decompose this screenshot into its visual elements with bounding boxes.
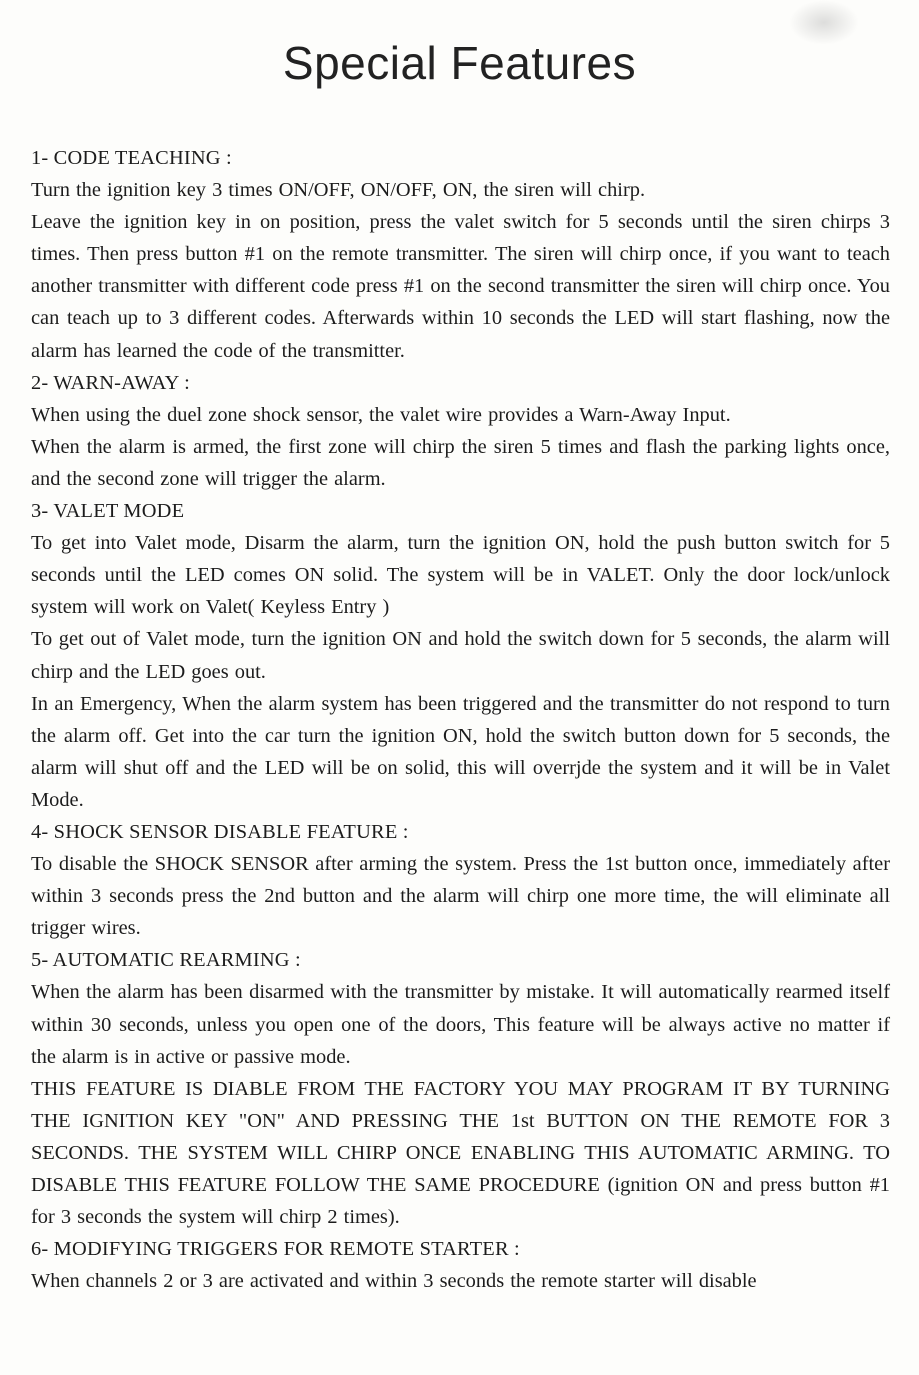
section-heading: 4- SHOCK SENSOR DISABLE FEATURE : (31, 820, 409, 843)
paragraph: When using the duel zone shock sensor, the valet wire provides a Warn-Away Input. (31, 403, 731, 426)
page-title: Special Features (282, 37, 637, 89)
paragraph: To get into Valet mode, Disarm the alarm, turn the ignition ON, hold the push button switch for 5 seconds until the LED comes ON solid. The system will be in VALET. Only the door lock/unlock system will work on Valet( Keyless Entry ) (31, 532, 890, 619)
section-modifying-triggers (31, 1233, 890, 1297)
paragraph: THIS FEATURE IS DIABLE FROM THE FACTORY YOU MAY PROGRAM IT BY TURNING THE IGNITION KEY "ON" AND PRESSING THE 1st BUTTON ON THE REMOTE FOR 3 SECONDS. THE SYSTEM WILL CHIRP ONCE ENABLING THIS AUTOMATIC ARMING. TO DISABLE THIS FEATURE FOLLOW THE SAME PROCEDURE (ignition ON and press button #1 for 3 seconds the system will chirp 2 times). (31, 1077, 890, 1229)
paragraph: In an Emergency, When the alarm system has been triggered and the transmitter do not respond to turn the alarm off. Get into the car turn the ignition ON, hold the switch button down for 5 seconds, the alarm will shut off and the LED will be on solid, this will overrjde the system and it will be in Valet Mode. (31, 692, 890, 811)
section-code-teaching (31, 142, 890, 367)
section-heading: 5- AUTOMATIC REARMING : (31, 949, 301, 972)
paragraph: To disable the SHOCK SENSOR after arming the system. Press the 1st button once, immediately after within 3 seconds press the 2nd button and the alarm will chirp one more time, the will eliminate all trigger wires. (31, 853, 890, 940)
section-shock-sensor-disable (31, 816, 890, 944)
section-heading: 6- MODIFYING TRIGGERS FOR REMOTE STARTER : (31, 1238, 520, 1261)
section-heading: 3- VALET MODE (31, 500, 185, 523)
paragraph: When the alarm is armed, the first zone will chirp the siren 5 times and flash the parking lights once, and the second zone will trigger the alarm. (31, 435, 890, 490)
paragraph: To get out of Valet mode, turn the ignition ON and hold the switch down for 5 seconds, the alarm will chirp and the LED goes out. (31, 628, 890, 683)
section-heading: 1- CODE TEACHING : (31, 147, 232, 169)
section-warn-away (31, 367, 890, 495)
paragraph: When the alarm has been disarmed with the transmitter by mistake. It will automatically rearmed itself within 30 seconds, unless you open one of the doors, This feature will be always active no matter if the alarm is in active or passive mode. (31, 981, 890, 1068)
section-valet-mode (31, 495, 890, 816)
section-automatic-rearming (31, 944, 890, 1233)
paragraph: When channels 2 or 3 are activated and within 3 seconds the remote starter will disable (31, 1270, 757, 1293)
paragraph: Turn the ignition key 3 times ON/OFF, ON/OFF, ON, the siren will chirp. (31, 179, 646, 202)
document-body (31, 142, 890, 1297)
paragraph: Leave the ignition key in on position, press the valet switch for 5 seconds until the siren chirps 3 times. Then press button #1 on the remote transmitter. The siren will chirp once, if you want to teach another transmitter with different code press #1 on the second transmitter the siren will chirp once. You can teach up to 3 different codes. Afterwards within 10 seconds the LED will start flashing, now the alarm has learned the code of the transmitter. (31, 211, 890, 362)
section-heading: 2- WARN-AWAY : (31, 371, 191, 394)
